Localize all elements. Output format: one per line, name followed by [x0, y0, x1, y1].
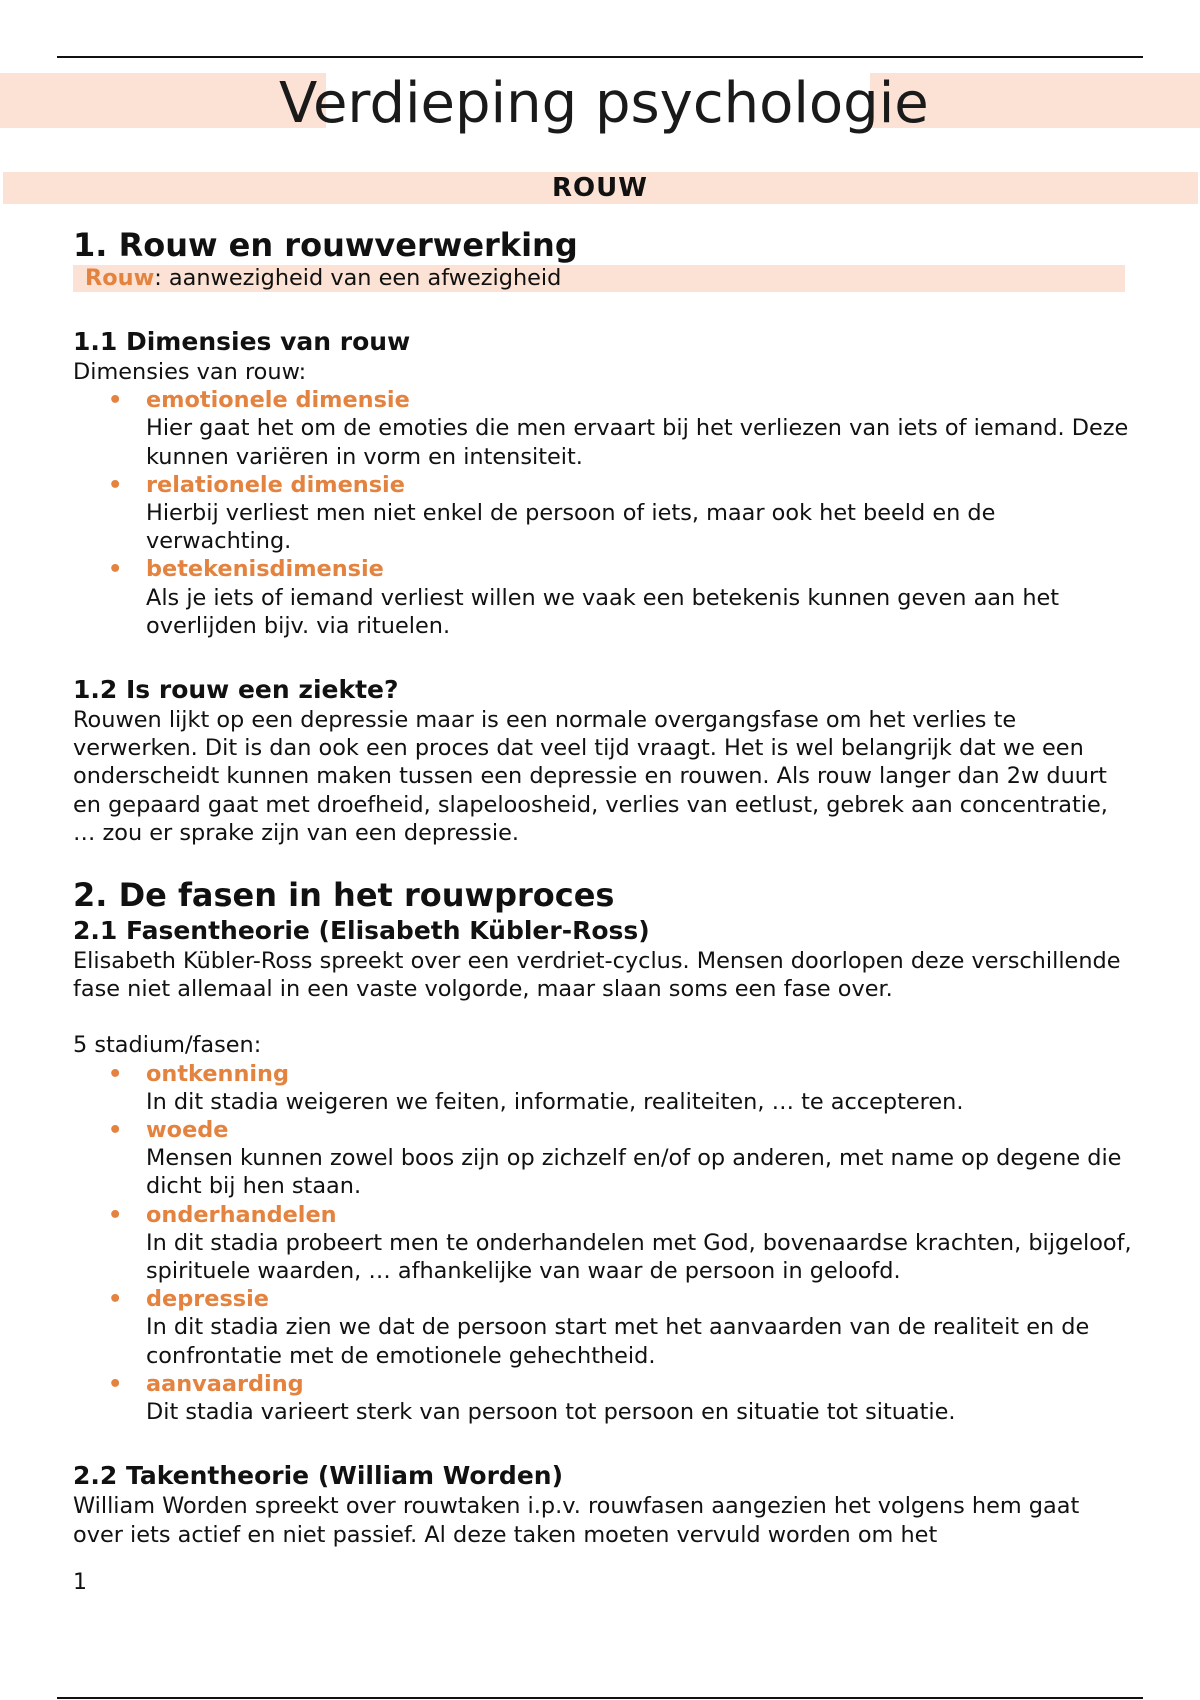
bullet-icon: • — [108, 387, 123, 414]
dimension-description: Hier gaat het om de emoties die men ervaart bij het verliezen van iets of iemand. Deze kunnen variëren in vorm en intensiteit. — [146, 415, 1129, 470]
title-viewport — [279, 63, 929, 143]
list-item — [73, 386, 1133, 471]
bullet-icon: • — [108, 556, 123, 583]
section-1-2-text: Rouwen lijkt op een depressie maar is een normale overgangsfase om het verlies te verwerken. Dit is dan ook een proces dat veel tijd vraagt. Het is wel belangrijk dat we een onderscheidt kunnen maken tussen een depressie en rouwen. Als rouw langer dan 2w duurt en gepaard gaat met droefheid, slapeloosheid, verlies van eetlust, gebrek aan concentratie, … zou er sprake zijn van een depressie. — [73, 707, 1108, 846]
bullet-icon: • — [108, 1117, 123, 1144]
stage-term: depressie — [146, 1286, 269, 1313]
stage-description: Dit stadia varieert sterk van persoon tot persoon en situatie tot situatie. — [146, 1399, 956, 1426]
stage-term: onderhandelen — [146, 1201, 337, 1228]
document-title: Verdieping psychologie — [279, 71, 929, 136]
list-item — [73, 1201, 1133, 1286]
document-subtitle: ROUW — [552, 173, 648, 203]
section-2-heading: 2. De fasen in het rouwproces — [73, 876, 615, 915]
bullet-icon: • — [108, 1370, 123, 1397]
section-1-1-heading: 1.1 Dimensies van rouw — [73, 327, 411, 356]
list-item — [73, 1116, 1133, 1201]
bullet-icon: • — [108, 1060, 123, 1087]
section-1-2-heading: 1.2 Is rouw een ziekte? — [73, 675, 399, 705]
stages-intro: 5 stadium/fasen: — [73, 1032, 262, 1059]
dimensions-list — [73, 386, 1133, 640]
bottom-rule — [57, 1697, 1143, 1699]
document-body — [73, 225, 1133, 1549]
definition-term: Rouw — [85, 265, 155, 291]
top-rule — [57, 56, 1143, 58]
list-item — [73, 471, 1133, 556]
list-item — [73, 555, 1133, 640]
bullet-icon: • — [108, 471, 123, 498]
title-band-left — [0, 73, 326, 128]
list-item — [73, 1285, 1133, 1370]
stage-term: woede — [146, 1117, 229, 1144]
section-2-2-text: William Worden spreekt over rouwtaken i.p.v. rouwfasen aangezien het volgens hem gaat over iets actief en niet passief. Al deze taken moeten vervuld worden om het — [73, 1493, 1080, 1548]
dimension-term: betekenisdimensie — [146, 556, 384, 583]
definition-text: : aanwezigheid van een afwezigheid — [154, 265, 562, 291]
dimension-term: emotionele dimensie — [146, 387, 410, 414]
stages-list — [73, 1060, 1133, 1427]
dimension-term: relationele dimensie — [146, 471, 405, 498]
definition-row — [73, 265, 1125, 292]
dimensions-intro: Dimensies van rouw: — [73, 359, 307, 385]
dimension-description: Hierbij verliest men niet enkel de persoon of iets, maar ook het beeld en de verwachting. — [146, 500, 996, 555]
section-2-1-text: Elisabeth Kübler-Ross spreekt over een verdriet-cyclus. Mensen doorlopen deze verschillende fase niet allemaal in een vaste volgorde, maar slaan soms een fase over. — [73, 948, 1121, 1003]
list-item — [73, 1370, 1133, 1426]
stage-description: In dit stadia probeert men te onderhandelen met God, bovenaardse krachten, bijgeloof, spirituele waarden, … afhankelijke van waar de persoon in geloofd. — [146, 1229, 1132, 1285]
bullet-icon: • — [108, 1201, 123, 1228]
stage-description: In dit stadia weigeren we feiten, informatie, realiteiten, … te accepteren. — [146, 1088, 964, 1115]
section-2-2-heading: 2.2 Takentheorie (William Worden) — [73, 1461, 564, 1491]
dimension-description: Als je iets of iemand verliest willen we vaak een betekenis kunnen geven aan het overlijden bijv. via rituelen. — [146, 584, 1060, 639]
stage-term: aanvaarding — [146, 1370, 304, 1397]
stage-description: Mensen kunnen zowel boos zijn op zichzelf en/of op anderen, met name op degene die dicht bij hen staan. — [146, 1145, 1122, 1200]
bullet-icon: • — [108, 1286, 123, 1313]
stage-description: In dit stadia zien we dat de persoon start met het aanvaarden van de realiteit en de confrontatie met de emotionele gehechtheid. — [146, 1314, 1090, 1369]
list-item — [73, 1060, 1133, 1116]
section-1-heading: 1. Rouw en rouwverwerking — [73, 226, 578, 264]
stage-term: ontkenning — [146, 1060, 290, 1087]
page-number: 1 — [73, 1570, 87, 1595]
section-2-1-heading: 2.1 Fasentheorie (Elisabeth Kübler-Ross) — [73, 916, 650, 946]
